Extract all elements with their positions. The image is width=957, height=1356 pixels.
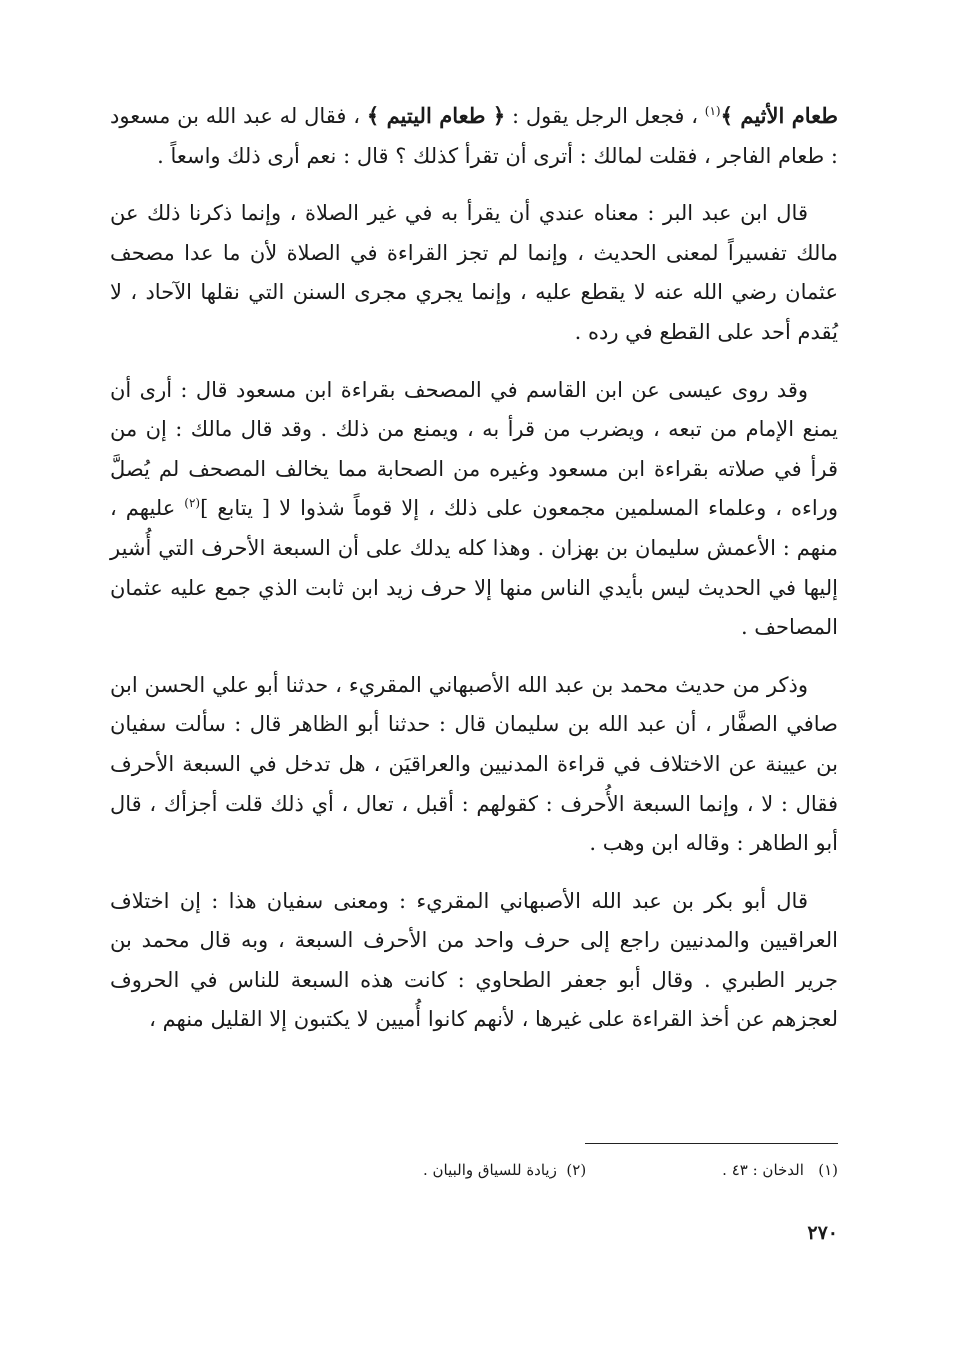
paragraph-1: [110, 96, 838, 176]
paragraph-text: قال ابن عبد البر : معناه عندي أن يقرأ به في غير الصلاة ، وإنما ذكرنا ذلك عن مالك تفسيراً لمعنى الحديث ، وإنما لم تجز القراءة في الصلاة لأن ما عدا مصحف عثمان رضي الله عنه لا يقطع عليه ، وإنما يجري مجرى السنن التي نقلها الآحاد ، لا يُقدم أحد على القطع في رده .: [110, 201, 838, 344]
page-number: ٢٧٠: [807, 1222, 838, 1244]
paragraph-text: قال أبو بكر بن عبد الله الأصبهاني المقريء : ومعنى سفيان هذا : إن اختلاف العراقيين والمدنيين راجع إلى حرف واحد من الأحرف السبعة ، وبه قال محمد بن جرير الطبري . وقال أبو جعفر الطحاوي : كانت هذه السبعة للناس في الحروف لعجزهم عن أخذ القراءة على غيرها ، لأنهم كانوا أُميين لا يكتبون إلا القليل منهم ،: [110, 888, 838, 1032]
footnote-2: [423, 1158, 586, 1182]
quran-quote: طعام الأثيم ﴾: [720, 103, 838, 128]
paragraph-text: وذكر من حديث محمد بن عبد الله الأصبهاني المقريء ، حدثنا أبو علي الحسن ابن صافي الصفَّار ، أن عبد الله بن سليمان قال : حدثنا أبو الظاهر قال : سألت سفيان بن عيينة عن الاختلاف في قراءة المدنيين والعراقيَن ، هل تدخل في السبعة الأحرف فقال : لا ، وإنما السبعة الأُحرف : كقولهم : أقبل ، تعال ، أي ذلك قلت أجزأك ، قال أبو الطاهر : وقاله ابن وهب .: [110, 672, 838, 856]
paragraph-text: عليهم ، منهم : الأعمش سليمان بن بهزان . وهذا كله يدلك على أن السبعة الأحرف التي أُشير إليها في الحديث ليس بأيدي الناس منها إلا حرف زيد ابن ثابت الذي جمع عليه عثمان المصاحف .: [110, 496, 838, 640]
paragraph-text: ، فجعل الرجل يقول :: [505, 104, 705, 128]
footnote-text: الدخان : ٤٣ .: [722, 1161, 804, 1179]
footnotes: [118, 1158, 838, 1182]
footnote-text: زيادة للسياق والبيان .: [422, 1161, 557, 1179]
footnote-number: (٢): [566, 1161, 587, 1179]
paragraph-3: [110, 371, 838, 648]
footnote-divider: [585, 1143, 838, 1144]
footnote-1: [722, 1158, 838, 1182]
paragraph-5: [110, 882, 838, 1040]
footnote-number: (١): [818, 1161, 838, 1179]
paragraph-text: وقد روى عيسى عن ابن القاسم في المصحف بقراءة ابن مسعود قال : أرى أن يمنع الإمام من تبعه ، ويضرب من قرأ به ، ويمنع من ذلك . وقد قال مالك : إن من قرأ في صلاته بقراءة ابن مسعود وغيره من الصحابة مما يخالف المصحف لم يُصلَّ وراءه ، وعلماء المسلمين مجمعون على ذلك ، إلا قوماً شذوا لا [ يتابع ]: [110, 377, 839, 521]
main-text: [110, 96, 838, 1058]
quran-quote: ﴿ طعام اليتيم ﴾: [366, 103, 506, 128]
paragraph-2: [110, 194, 838, 352]
footnote-ref-2[interactable]: (٢): [184, 496, 201, 511]
footnote-ref-1[interactable]: (١): [704, 104, 721, 118]
paragraph-4: [110, 666, 838, 864]
paragraph-text: ، فقال له عبد الله بن مسعود : طعام الفاجر ، فقلت لمالك : أترى أن تقرأ كذلك ؟ قال : نعم أرى ذلك واسعاً .: [110, 104, 838, 168]
